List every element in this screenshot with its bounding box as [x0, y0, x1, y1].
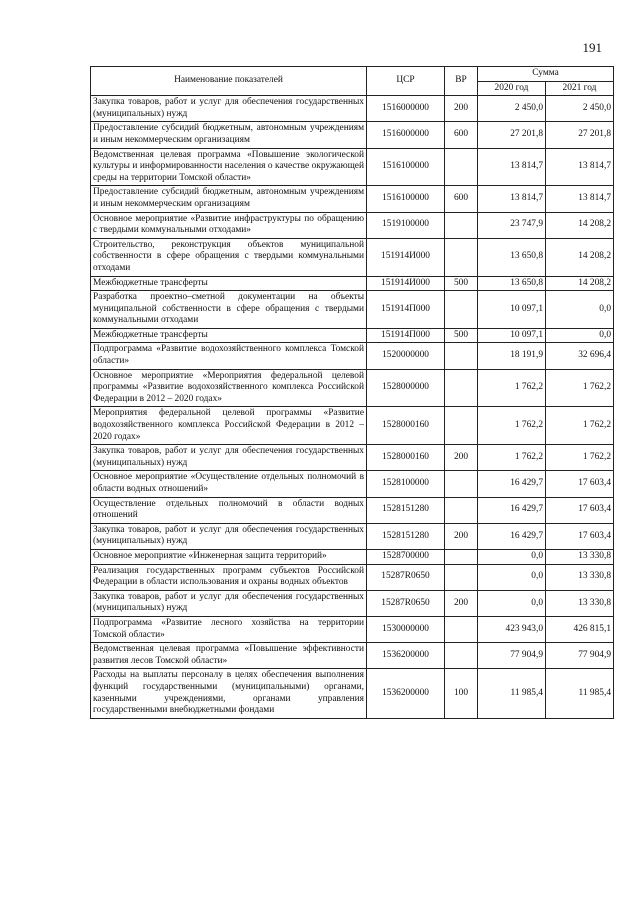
row-sum-2020-cell: 13 814,7: [478, 148, 546, 186]
row-csr-cell: 1516100000: [367, 148, 445, 186]
row-sum-2020-cell: 23 747,9: [478, 212, 546, 238]
table-row: [91, 122, 614, 148]
header-year-2020: 2020 год: [478, 81, 546, 96]
row-vr-cell: 200: [445, 590, 478, 616]
row-csr-cell: 1516000000: [367, 122, 445, 148]
table-row: [91, 369, 614, 407]
row-vr-cell: 200: [445, 96, 478, 122]
table-row: [91, 590, 614, 616]
row-name-cell: Основное мероприятие «Мероприятия федеральной целевой программы «Развитие водохозяйственного комплекса Российской Федерации в 2012 – 2020 годах»: [91, 369, 367, 407]
row-csr-cell: 151914И000: [367, 238, 445, 276]
row-sum-2021-cell: 17 603,4: [546, 471, 614, 497]
table-row: [91, 291, 614, 329]
row-sum-2020-cell: 16 429,7: [478, 523, 546, 549]
row-sum-2021-cell: 1 762,2: [546, 369, 614, 407]
row-sum-2020-cell: 16 429,7: [478, 471, 546, 497]
row-vr-cell: [445, 148, 478, 186]
row-csr-cell: 1536200000: [367, 669, 445, 718]
row-sum-2020-cell: 11 985,4: [478, 669, 546, 718]
row-name-cell: Закупка товаров, работ и услуг для обеспечения государственных (муниципальных) нужд: [91, 590, 367, 616]
row-vr-cell: 100: [445, 669, 478, 718]
row-sum-2021-cell: 11 985,4: [546, 669, 614, 718]
table-row: [91, 148, 614, 186]
row-sum-2021-cell: 13 330,8: [546, 549, 614, 564]
row-csr-cell: 1528000160: [367, 445, 445, 471]
row-vr-cell: [445, 343, 478, 369]
table-row: [91, 276, 614, 291]
row-sum-2020-cell: 18 191,9: [478, 343, 546, 369]
row-name-cell: Основное мероприятие «Инженерная защита территорий»: [91, 549, 367, 564]
row-name-cell: Строительство, реконструкция объектов муниципальной собственности в сфере обращения с твердыми коммунальными отходами: [91, 238, 367, 276]
table-row: [91, 564, 614, 590]
row-csr-cell: 1516100000: [367, 186, 445, 212]
row-sum-2020-cell: 13 650,8: [478, 276, 546, 291]
row-vr-cell: [445, 369, 478, 407]
row-sum-2020-cell: 10 097,1: [478, 291, 546, 329]
row-name-cell: Подпрограмма «Развитие водохозяйственного комплекса Томской области»: [91, 343, 367, 369]
row-sum-2021-cell: 0,0: [546, 328, 614, 343]
row-name-cell: Разработка проектно–сметной документации на объекты муниципальной собственности в сфере обращения с твердыми коммунальными отходами: [91, 291, 367, 329]
row-sum-2021-cell: 14 208,2: [546, 212, 614, 238]
table-row: [91, 186, 614, 212]
header-csr: ЦСР: [367, 67, 445, 96]
row-sum-2020-cell: 423 943,0: [478, 616, 546, 642]
table-row: [91, 523, 614, 549]
row-name-cell: Подпрограмма «Развитие лесного хозяйства на территории Томской области»: [91, 616, 367, 642]
row-name-cell: Основное мероприятие «Осуществление отдельных полномочий в области водных отношений»: [91, 471, 367, 497]
row-name-cell: Осуществление отдельных полномочий в области водных отношений: [91, 497, 367, 523]
table-header: [91, 67, 614, 96]
page-number: 191: [582, 40, 602, 55]
row-csr-cell: 1516000000: [367, 96, 445, 122]
row-sum-2020-cell: 0,0: [478, 564, 546, 590]
row-sum-2021-cell: 77 904,9: [546, 643, 614, 669]
table-row: [91, 328, 614, 343]
header-sum: Сумма: [478, 67, 614, 82]
row-vr-cell: 200: [445, 523, 478, 549]
row-vr-cell: [445, 549, 478, 564]
row-name-cell: Предоставление субсидий бюджетным, автономным учреждениям и иным некоммерческим организациям: [91, 122, 367, 148]
table-row: [91, 471, 614, 497]
header-name: Наименование показателей: [91, 67, 367, 96]
row-sum-2020-cell: 16 429,7: [478, 497, 546, 523]
table-body: [91, 96, 614, 719]
row-sum-2020-cell: 0,0: [478, 549, 546, 564]
row-vr-cell: 600: [445, 186, 478, 212]
table-row: [91, 407, 614, 445]
table-row: [91, 445, 614, 471]
row-sum-2020-cell: 1 762,2: [478, 407, 546, 445]
table-row: [91, 497, 614, 523]
table-row: [91, 238, 614, 276]
row-name-cell: Закупка товаров, работ и услуг для обеспечения государственных (муниципальных) нужд: [91, 523, 367, 549]
table-row: [91, 96, 614, 122]
row-sum-2020-cell: 10 097,1: [478, 328, 546, 343]
header-vr: ВР: [445, 67, 478, 96]
row-sum-2021-cell: 14 208,2: [546, 276, 614, 291]
row-csr-cell: 1528700000: [367, 549, 445, 564]
row-sum-2020-cell: 77 904,9: [478, 643, 546, 669]
row-csr-cell: 1536200000: [367, 643, 445, 669]
row-csr-cell: 1530000000: [367, 616, 445, 642]
row-sum-2020-cell: 0,0: [478, 590, 546, 616]
row-sum-2021-cell: 17 603,4: [546, 497, 614, 523]
row-vr-cell: [445, 407, 478, 445]
row-vr-cell: [445, 238, 478, 276]
row-csr-cell: 1520000000: [367, 343, 445, 369]
row-name-cell: Закупка товаров, работ и услуг для обеспечения государственных (муниципальных) нужд: [91, 445, 367, 471]
row-name-cell: Межбюджетные трансферты: [91, 276, 367, 291]
row-vr-cell: 500: [445, 328, 478, 343]
row-sum-2021-cell: 17 603,4: [546, 523, 614, 549]
row-csr-cell: 1519100000: [367, 212, 445, 238]
row-sum-2020-cell: 13 814,7: [478, 186, 546, 212]
row-name-cell: Реализация государственных программ субъектов Российской Федерации в области использования и охраны водных объектов: [91, 564, 367, 590]
row-vr-cell: [445, 212, 478, 238]
table-row: [91, 669, 614, 718]
row-sum-2021-cell: 32 696,4: [546, 343, 614, 369]
table-row: [91, 616, 614, 642]
row-name-cell: Мероприятия федеральной целевой программы «Развитие водохозяйственного комплекса Российской Федерации в 2012 – 2020 годах»: [91, 407, 367, 445]
header-year-2021: 2021 год: [546, 81, 614, 96]
row-name-cell: Закупка товаров, работ и услуг для обеспечения государственных (муниципальных) нужд: [91, 96, 367, 122]
budget-table: [90, 66, 614, 719]
row-sum-2021-cell: 0,0: [546, 291, 614, 329]
row-name-cell: Расходы на выплаты персоналу в целях обеспечения выполнения функций государственными (муниципальными) органами, казенными учреждениями, органами управления государственными внебюджетными фондами: [91, 669, 367, 718]
table-row: [91, 343, 614, 369]
row-vr-cell: 200: [445, 445, 478, 471]
row-csr-cell: 1528100000: [367, 471, 445, 497]
row-sum-2021-cell: 13 814,7: [546, 148, 614, 186]
row-name-cell: Межбюджетные трансферты: [91, 328, 367, 343]
row-vr-cell: [445, 471, 478, 497]
row-csr-cell: 15287R0650: [367, 590, 445, 616]
row-vr-cell: [445, 564, 478, 590]
row-sum-2021-cell: 13 330,8: [546, 564, 614, 590]
row-name-cell: Предоставление субсидий бюджетным, автономным учреждениям и иным некоммерческим организациям: [91, 186, 367, 212]
row-csr-cell: 1528151280: [367, 523, 445, 549]
row-sum-2021-cell: 1 762,2: [546, 407, 614, 445]
table-row: [91, 212, 614, 238]
row-sum-2020-cell: 2 450,0: [478, 96, 546, 122]
row-sum-2021-cell: 1 762,2: [546, 445, 614, 471]
row-name-cell: Ведомственная целевая программа «Повышение экологической культуры и информированности населения о качестве окружающей среды на территории Томской области»: [91, 148, 367, 186]
row-vr-cell: [445, 643, 478, 669]
row-sum-2021-cell: 2 450,0: [546, 96, 614, 122]
row-csr-cell: 1528151280: [367, 497, 445, 523]
row-vr-cell: [445, 291, 478, 329]
row-vr-cell: 500: [445, 276, 478, 291]
row-sum-2020-cell: 27 201,8: [478, 122, 546, 148]
row-name-cell: Ведомственная целевая программа «Повышение эффективности развития лесов Томской области»: [91, 643, 367, 669]
row-sum-2020-cell: 13 650,8: [478, 238, 546, 276]
row-sum-2020-cell: 1 762,2: [478, 445, 546, 471]
row-sum-2021-cell: 426 815,1: [546, 616, 614, 642]
row-sum-2021-cell: 13 330,8: [546, 590, 614, 616]
row-vr-cell: [445, 616, 478, 642]
row-sum-2021-cell: 13 814,7: [546, 186, 614, 212]
row-csr-cell: 151914И000: [367, 276, 445, 291]
table-row: [91, 643, 614, 669]
row-name-cell: Основное мероприятие «Развитие инфраструктуры по обращению с твердыми коммунальными отходами»: [91, 212, 367, 238]
row-sum-2021-cell: 14 208,2: [546, 238, 614, 276]
row-vr-cell: 600: [445, 122, 478, 148]
row-csr-cell: 1528000000: [367, 369, 445, 407]
row-vr-cell: [445, 497, 478, 523]
row-sum-2021-cell: 27 201,8: [546, 122, 614, 148]
row-sum-2020-cell: 1 762,2: [478, 369, 546, 407]
table-row: [91, 549, 614, 564]
row-csr-cell: 15287R0650: [367, 564, 445, 590]
row-csr-cell: 151914П000: [367, 328, 445, 343]
row-csr-cell: 1528000160: [367, 407, 445, 445]
row-csr-cell: 151914П000: [367, 291, 445, 329]
